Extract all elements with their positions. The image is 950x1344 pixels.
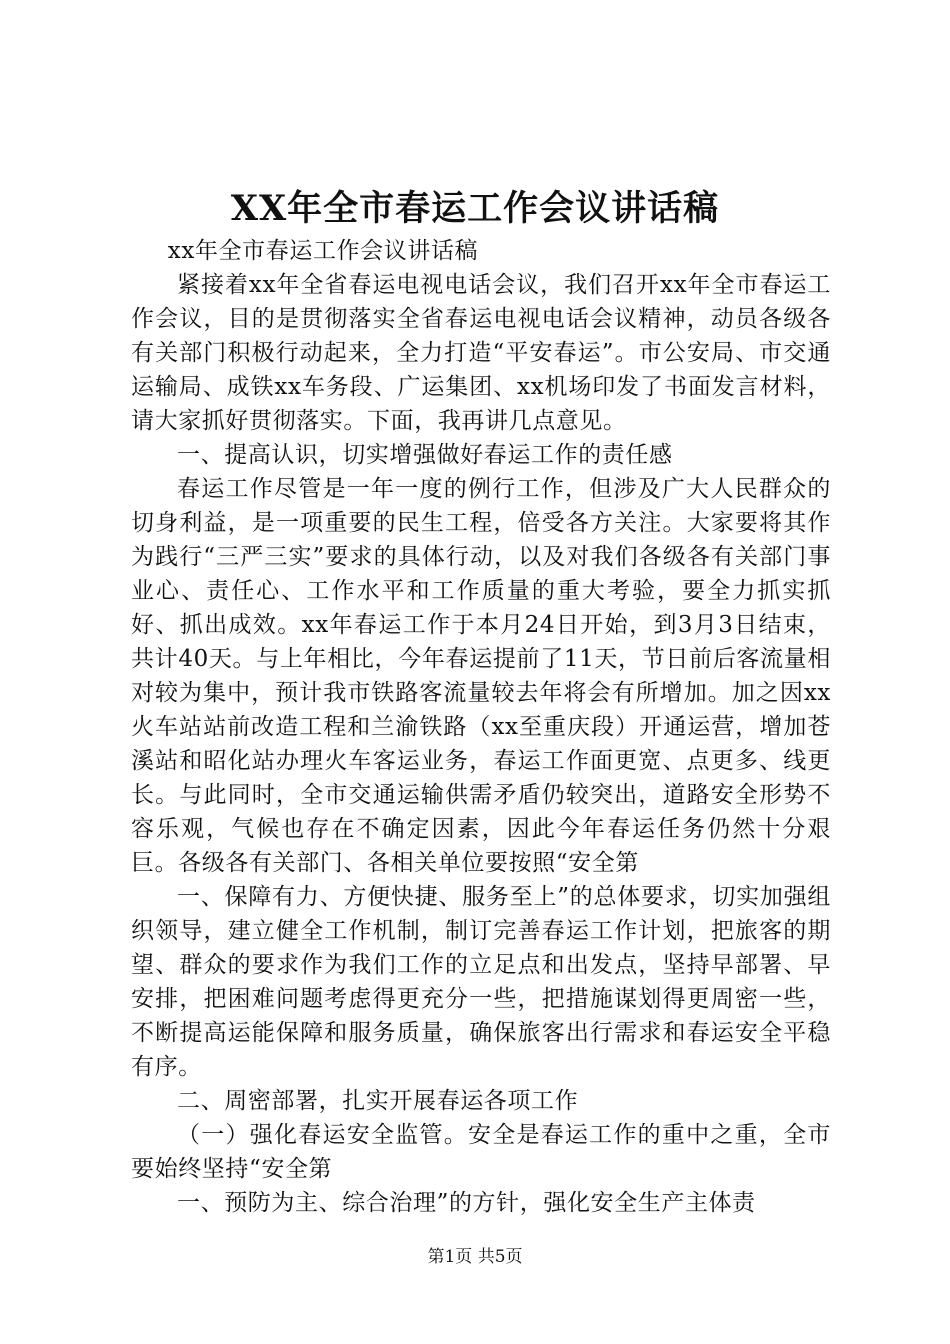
paragraph-intro: 紧接着xx年全省春运电视电话会议，我们召开xx年全市春运工作会议，目的是贯彻落实全省春运电视电话会议精神，动员各级各有关部门积极行动起来，全力打造“平安春运”。市公安局、市交通运输局、成铁xx车务段、广运集团、xx机场印发了书面发言材料，请大家抓好贯彻落实。下面，我再讲几点意见。 xyxy=(131,272,831,434)
paragraph-section-1: 春运工作尽管是一年一度的例行工作，但涉及广大人民群众的切身利益，是一项重要的民生工程，倍受各方关注。大家要将其作为践行“三严三实”要求的具体行动，以及对我们各级各有关部门事业心、责任心、工作水平和工作质量的重大考验，要全力抓实抓好、抓出成效。xx年春运工作于本月24日开始，到3月3日结束，共计40天。与上年相比，今年春运提前了11天，节日前后客流量相对较为集中，预计我市铁路客流量较去年将会有所增加。加之因xx火车站站前改造工程和兰渝铁路（xx至重庆段）开通运营，增加苍溪站和昭化站办理火车客运业务，春运工作面更宽、点更多、线更长。与此同时，全市交通运输供需矛盾仍较突出，道路安全形势不容乐观，气候也存在不确定因素，因此今年春运任务仍然十分艰巨。各级各有关部门、各相关单位要按照“安全第 xyxy=(131,476,831,876)
section-heading-2: 二、周密部署，扎实开展春运各项工作 xyxy=(177,1088,579,1114)
document-title: XX年全市春运工作会议讲话稿 xyxy=(230,188,720,229)
page-number: 第1页 共5页 xyxy=(427,1247,523,1267)
paragraph-requirements: 一、保障有力、方便快捷、服务至上”的总体要求，切实加强组织领导，建立健全工作机制，制订完善春运工作计划，把旅客的期望、群众的要求作为我们工作的立足点和出发点，坚持早部署、早安排，把困难问题考虑得更充分一些，把措施谋划得更周密一些，不断提高运能保障和服务质量，确保旅客出行需求和春运安全平稳有序。 xyxy=(131,884,831,1080)
document-body xyxy=(131,234,831,1220)
paragraph-subsection-1: （一）强化春运安全监管。安全是春运工作的重中之重，全市要始终坚持“安全第 xyxy=(131,1122,831,1182)
paragraph-policy: 一、预防为主、综合治理”的方针，强化安全生产主体责 xyxy=(177,1190,756,1216)
section-heading-1: 一、提高认识，切实增强做好春运工作的责任感 xyxy=(177,442,673,468)
paragraph-subtitle: xx年全市春运工作会议讲话稿 xyxy=(167,238,479,264)
